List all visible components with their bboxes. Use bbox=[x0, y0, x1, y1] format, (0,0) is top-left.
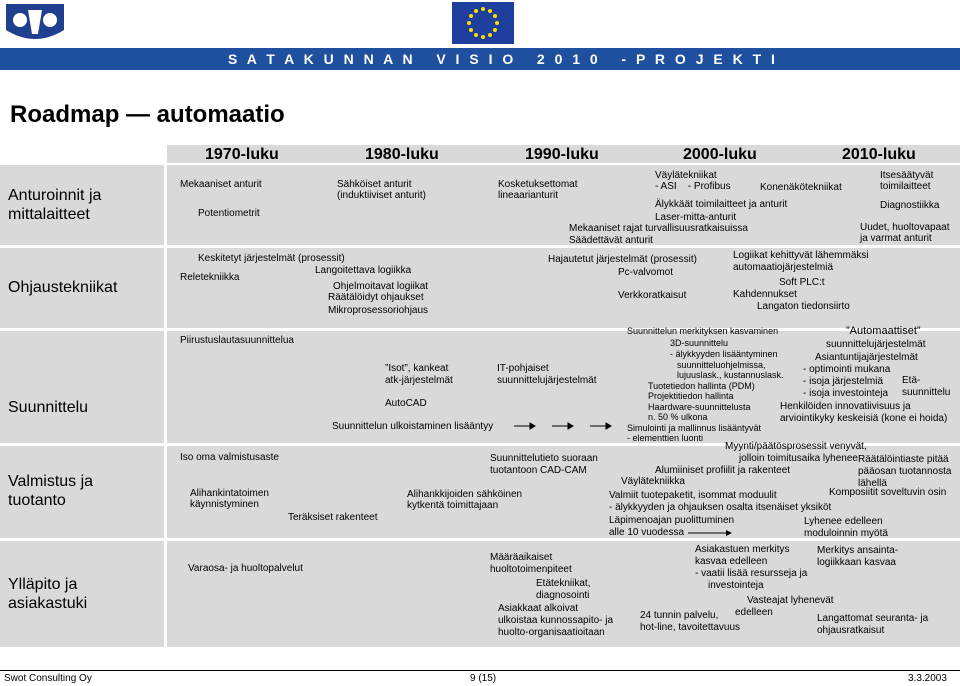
row-label-cell bbox=[0, 331, 164, 443]
row-label-manufacturing: Valmistus ja tuotanto bbox=[8, 473, 94, 509]
text-item: Soft PLC:t bbox=[779, 277, 825, 288]
text-item: Mikroprosessoriohjaus bbox=[328, 305, 429, 316]
text-item: pääosan tuotannosta bbox=[858, 466, 952, 477]
text-item: IT-pohjaiset bbox=[497, 363, 549, 374]
text-item: 3D-suunnittelu bbox=[670, 338, 729, 348]
text-item: Varaosa- ja huoltopalvelut bbox=[188, 563, 303, 574]
text-item: huolto-organisaatioitaan bbox=[498, 627, 605, 638]
text-item: - ASI - Profibus bbox=[655, 181, 731, 192]
text-item: - optimointi mukana bbox=[803, 364, 891, 375]
text-item: Projektitiedon hallinta bbox=[648, 391, 734, 401]
footer-company: Swot Consulting Oy bbox=[4, 673, 92, 684]
text-item: lineaarianturit bbox=[498, 190, 559, 201]
text-item: Laser-mitta-anturit bbox=[655, 212, 737, 223]
eu-flag-logo bbox=[452, 2, 514, 44]
text-item: Langoitettava logiikka bbox=[315, 265, 412, 276]
text-item: atk-järjestelmät bbox=[385, 375, 453, 386]
text-item: Kosketuksettomat bbox=[498, 179, 578, 190]
text-item: suunnittelujärjestelmät bbox=[826, 339, 926, 350]
text-item: Itsesäätyvät bbox=[880, 170, 934, 181]
text-item: Potentiometrit bbox=[198, 208, 260, 219]
text-item: - älykkyyden ja ohjauksen osalta itsenäiset yksiköt bbox=[609, 502, 832, 513]
decade-1990: 1990-luku bbox=[525, 146, 599, 163]
text-item: Läpimenoajan puolittuminen bbox=[609, 515, 735, 526]
footer-date: 3.3.2003 bbox=[908, 673, 947, 684]
decade-2000: 2000-luku bbox=[683, 146, 757, 163]
text-item: Langattomat seuranta- ja bbox=[817, 613, 929, 624]
text-item: suunnittelu bbox=[902, 387, 951, 398]
text-item: tuotantoon CAD-CAM bbox=[490, 465, 587, 476]
row-label-maintenance: Ylläpito ja asiakastuki bbox=[8, 576, 88, 612]
text-item: suunnittelujärjestelmät bbox=[497, 375, 597, 386]
text-item: Keskitetyt järjestelmät (prosessit) bbox=[198, 253, 345, 264]
banner bbox=[0, 48, 960, 70]
text-item: Ohjelmoitavat logiikat bbox=[333, 281, 429, 292]
text-item: Räätälöidyt ohjaukset bbox=[328, 292, 424, 303]
text-item: huoltotoimenpiteet bbox=[490, 564, 572, 575]
text-item: hot-line, tavoitettavuus bbox=[640, 622, 741, 633]
text-item: Valmiit tuotepaketit, isommat moduulit bbox=[609, 490, 777, 501]
row-label-sensors: Anturoinnit ja mittalaitteet bbox=[8, 187, 102, 223]
text-item: käynnistyminen bbox=[190, 499, 259, 510]
text-item: Asiakkaat alkoivat bbox=[498, 603, 579, 614]
text-item: - älykkyyden lisääntyminen bbox=[670, 349, 778, 359]
text-item: Säädettävät anturit bbox=[569, 235, 653, 246]
text-item: edelleen bbox=[735, 607, 773, 618]
text-item: Suunnittelun ulkoistaminen lisääntyy bbox=[332, 421, 494, 432]
text-item: Vasteajat lyhenevät bbox=[747, 595, 834, 606]
text-item: Kahdennukset bbox=[733, 289, 797, 300]
text-item: ”Automaattiset” bbox=[846, 325, 921, 337]
decade-1970: 1970-luku bbox=[205, 146, 279, 163]
text-item: Väylätekniikat bbox=[655, 170, 717, 181]
text-item: (induktiiviset anturit) bbox=[337, 190, 426, 201]
text-item: Asiantuntijajärjestelmät bbox=[815, 352, 918, 363]
text-item: Logiikat kehittyvät lähemmäksi bbox=[733, 250, 869, 261]
row-label-control: Ohjaustekniikat bbox=[8, 279, 118, 296]
text-item: AutoCAD bbox=[385, 398, 427, 409]
text-item: - vaatii lisää resursseja ja bbox=[695, 568, 808, 579]
text-item: kasvaa edelleen bbox=[695, 556, 768, 567]
text-item: Mekaaniset rajat turvallisuusratkaisuissa bbox=[569, 223, 748, 234]
text-item: Reletekniikka bbox=[180, 272, 240, 283]
text-item: moduloinnin myötä bbox=[804, 528, 888, 539]
coat-of-arms-logo bbox=[0, 0, 70, 48]
text-item: toimilaitteet bbox=[880, 181, 931, 192]
text-item: Alihankintatoimen bbox=[190, 488, 269, 499]
text-item: suunnitteluohjelmissa, bbox=[677, 360, 766, 370]
text-item: Simulointi ja mallinnus lisääntyvät bbox=[627, 423, 762, 433]
text-item: Sähköiset anturit bbox=[337, 179, 412, 190]
text-item: ”Isot”, kankeat bbox=[385, 363, 449, 374]
text-item: Haardware-suunnittelusta bbox=[648, 402, 751, 412]
text-item: Henkilöiden innovatiivisuus ja bbox=[780, 401, 911, 412]
text-item: Diagnostiikka bbox=[880, 200, 940, 211]
footer-rule bbox=[0, 670, 960, 671]
text-item: Alumiiniset profiilit ja rakenteet bbox=[655, 465, 791, 476]
text-item: Suunnittelutieto suoraan bbox=[490, 453, 598, 464]
text-item: n. 50 % ulkona bbox=[648, 412, 708, 422]
text-item: Verkkoratkaisut bbox=[618, 290, 687, 301]
text-item: Pc-valvomot bbox=[618, 267, 674, 278]
text-item: Langaton tiedonsiirto bbox=[757, 301, 850, 312]
text-item: Merkitys ansainta- bbox=[817, 545, 899, 556]
text-item: ja varmat anturit bbox=[860, 233, 932, 244]
text-item: Hajautetut järjestelmät (prosessit) bbox=[548, 254, 697, 265]
text-item: lujuuslask., kustannuslask. bbox=[677, 370, 784, 380]
text-item: jolloin toimitusaika lyhenee bbox=[739, 453, 858, 464]
text-item: diagnosointi bbox=[536, 590, 590, 601]
footer-page: 9 (15) bbox=[470, 673, 497, 684]
text-item: Väylätekniikka bbox=[621, 476, 685, 487]
text-item: Mekaaniset anturit bbox=[180, 179, 262, 190]
text-item: ulkoistaa kunnossapito- ja bbox=[498, 615, 614, 626]
text-item: Uudet, huoltovapaat bbox=[860, 222, 950, 233]
banner-text: S A T A K U N N A N V I S I O 2 0 1 0 - P R O J E K T I bbox=[228, 51, 778, 67]
text-item: arviointikyky keskeisiä (kone ei hoida) bbox=[780, 413, 948, 424]
row-label-design: Suunnittelu bbox=[8, 399, 89, 416]
text-item: Iso oma valmistusaste bbox=[180, 452, 279, 463]
text-item: lähellä bbox=[858, 478, 887, 489]
text-item: Konenäkötekniikat bbox=[760, 182, 842, 193]
text-item: Komposiitit soveltuvin osin bbox=[829, 487, 947, 498]
row-content-cell bbox=[167, 165, 960, 245]
text-item: Piirustuslautasuunnittelua bbox=[180, 335, 294, 346]
text-item: 24 tunnin palvelu, bbox=[640, 610, 719, 621]
text-item: Suunnittelun merkityksen kasvaminen bbox=[627, 326, 779, 336]
text-item: logiikkaan kasvaa bbox=[817, 557, 896, 568]
text-item: ohjausratkaisut bbox=[817, 625, 885, 636]
text-item: - isoja investointeja bbox=[803, 388, 889, 399]
text-item: Teräksiset rakenteet bbox=[288, 512, 378, 523]
decade-1980: 1980-luku bbox=[365, 146, 439, 163]
text-item: Tuotetiedon hallinta (PDM) bbox=[648, 381, 755, 391]
text-item: Alihankkijoiden sähköinen bbox=[407, 489, 523, 500]
text-item: kytkentä toimittajaan bbox=[407, 500, 499, 511]
text-item: Etätekniikat, bbox=[536, 578, 591, 589]
text-item: Lyhenee edelleen bbox=[804, 516, 883, 527]
arrows bbox=[512, 419, 632, 433]
text-item: - isoja järjestelmiä bbox=[803, 376, 884, 387]
text-item: investointeja bbox=[708, 580, 764, 591]
text-item: - elementtien luonti bbox=[627, 433, 704, 443]
page-title: Roadmap — automaatio bbox=[10, 101, 285, 128]
decade-2010: 2010-luku bbox=[842, 146, 916, 163]
text-item: Älykkäät toimilaitteet ja anturit bbox=[655, 199, 788, 210]
text-item: automaatiojärjestelmiä bbox=[733, 262, 834, 273]
text-item: Etä- bbox=[902, 375, 921, 386]
arrow bbox=[686, 526, 736, 538]
text-item: Määräaikaiset bbox=[490, 552, 553, 563]
text-item: Myynti/päätösprosessit venyvät, bbox=[725, 441, 867, 452]
text-item: Asiakastuen merkitys bbox=[695, 544, 790, 555]
text-item: alle 10 vuodessa bbox=[609, 527, 685, 538]
text-item: Räätälöintiaste pitää bbox=[858, 454, 949, 465]
